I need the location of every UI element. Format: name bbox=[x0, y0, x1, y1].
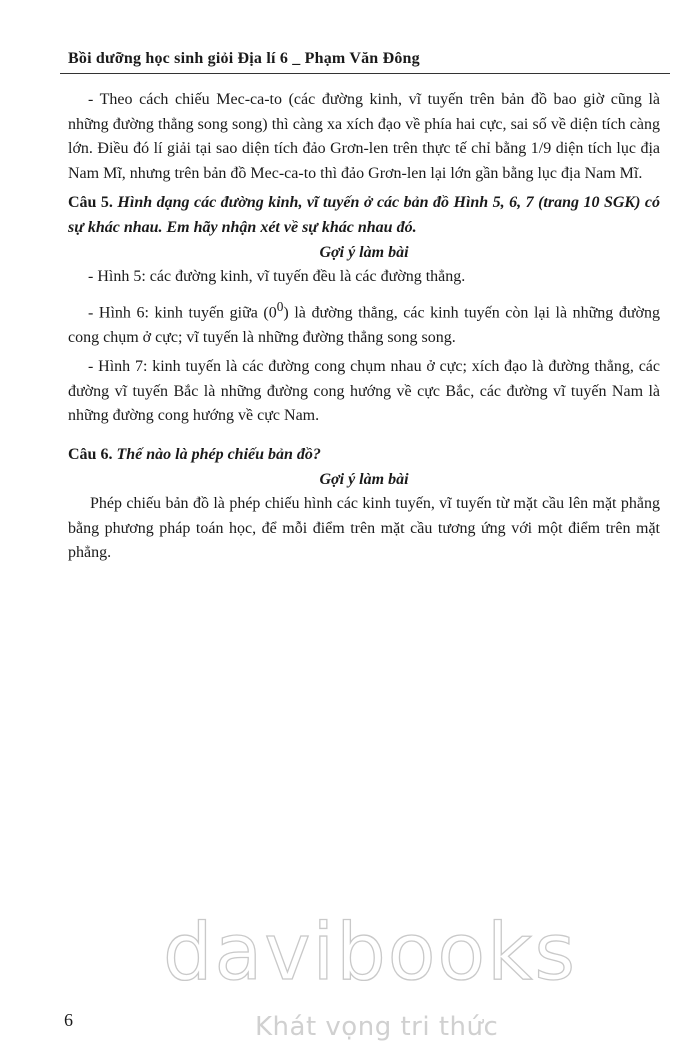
question-6-hint-title: Gợi ý làm bài bbox=[319, 470, 409, 488]
question-6-text: Thế nào là phép chiếu bản đồ? bbox=[116, 446, 321, 464]
page-number: 6 bbox=[64, 1010, 73, 1030]
question-5-label: Câu 5. bbox=[68, 194, 113, 212]
question-6-answer: Phép chiếu bản đồ là phép chiếu hình các kinh tuyến, vĩ tuyến từ mặt cầu lên mặt phẳng bằng phương pháp toán học, để mỗi điểm trên mặt cầu tương ứng với một điểm trên mặt phẳng. bbox=[68, 495, 660, 562]
question-6 bbox=[68, 443, 660, 468]
watermark-logo: davibooks bbox=[163, 908, 577, 998]
question-5-hint-title: Gợi ý làm bài bbox=[319, 243, 409, 261]
answer-2-end: ) là đường thẳng, các kinh tuyến còn lại là những đường cong chụm ở cực; vĩ tuyến là những đường thẳng song song. bbox=[68, 304, 661, 346]
question-5-answer-1: - Hình 5: các đường kinh, vĩ tuyến đều là các đường thẳng. bbox=[88, 268, 466, 286]
question-5 bbox=[68, 191, 660, 240]
intro-paragraph: - Theo cách chiếu Mec-ca-to (các đường kinh, vĩ tuyến trên bản đồ bao giờ cũng là những đường thẳng song song) thì càng xa xích đạo về phía hai cực, sai số về diện tích càng lớn. Điều đó lí giải tại sao diện tích đảo Grơn-len trên thực tế chỉ bằng 1/9 diện tích lục địa Nam Mĩ, nhưng trên bản đồ Mec-ca-to thì đảo Grơn-len lại lớn gần bằng lục địa Nam Mĩ. bbox=[68, 91, 660, 182]
page-content bbox=[68, 88, 660, 566]
header-rule bbox=[60, 73, 670, 74]
question-6-label: Câu 6. bbox=[68, 446, 113, 464]
running-header: Bồi dưỡng học sinh giỏi Địa lí 6 _ Phạm Văn Đông bbox=[68, 50, 420, 67]
question-5-answer-3: - Hình 7: kinh tuyến là các đường cong chụm nhau ở cực; xích đạo là đường thẳng, các đường vĩ tuyến Bắc là những đường cong hướng về cực Bắc, các đường vĩ tuyến Nam là những đường cong hướng về cực Nam. bbox=[68, 358, 660, 425]
question-5-answer-2 bbox=[68, 295, 660, 351]
degree-superscript: 0 bbox=[276, 298, 284, 314]
watermark-slogan: Khát vọng tri thức bbox=[255, 1012, 499, 1042]
answer-2-start: - Hình 6: kinh tuyến giữa (0 bbox=[88, 304, 277, 322]
question-5-text: Hình dạng các đường kinh, vĩ tuyến ở các bản đồ Hình 5, 6, 7 (trang 10 SGK) có sự khác nhau. Em hãy nhận xét về sự khác nhau đó. bbox=[68, 194, 661, 236]
